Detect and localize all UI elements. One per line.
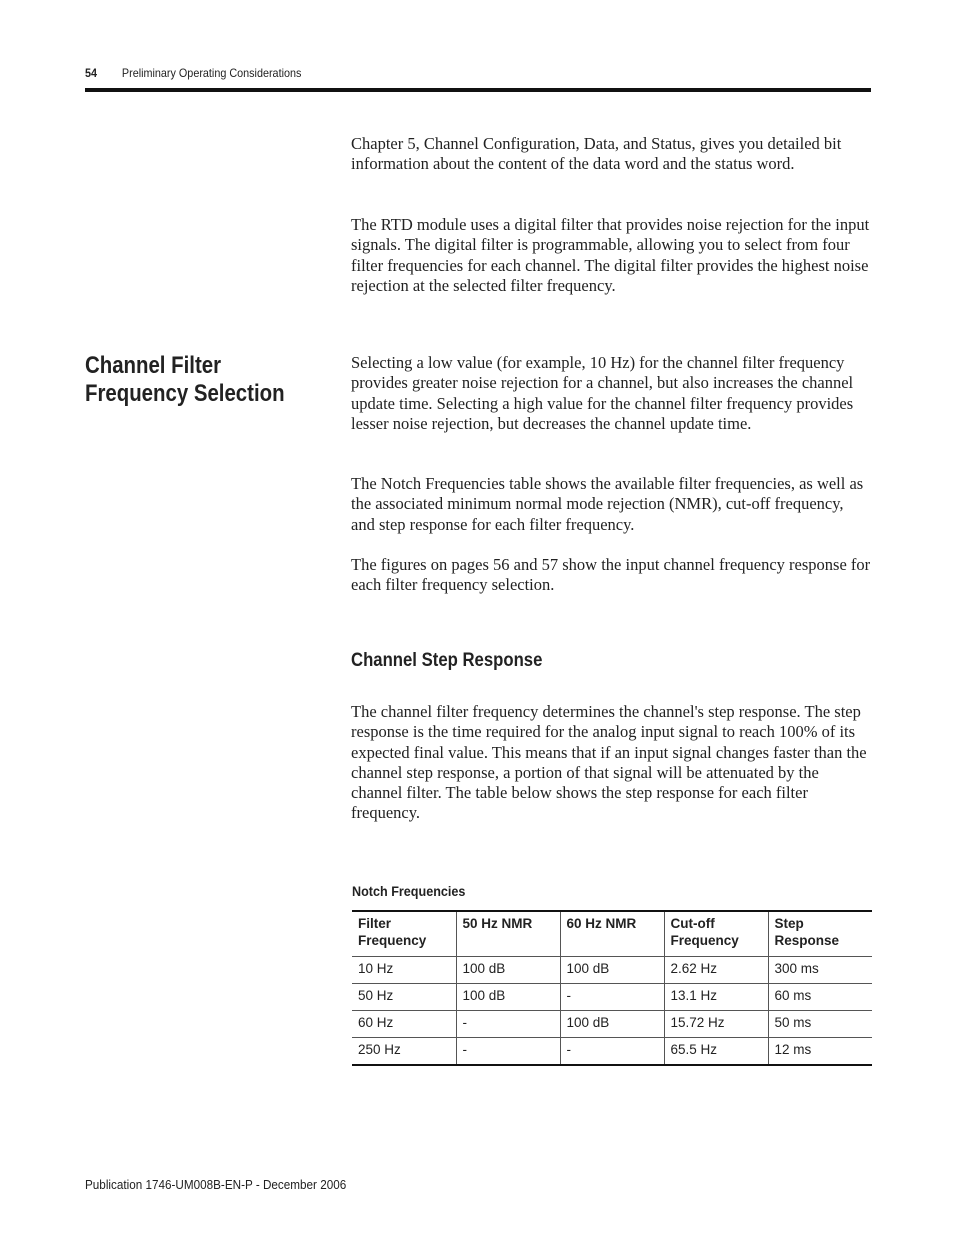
table-cell: - [560,984,664,1011]
section-heading: Channel Filter Frequency Selection [85,352,285,407]
table-header-row [352,911,872,957]
table-cell: - [456,1011,560,1038]
table-cell: 50 ms [768,1011,872,1038]
table-cell: 65.5 Hz [664,1038,768,1066]
table-cell: 15.72 Hz [664,1011,768,1038]
table-caption: Notch Frequencies [352,883,466,899]
table-cell: - [560,1038,664,1066]
column-header: 60 Hz NMR [560,911,664,957]
column-header: Cut-off Frequency [664,911,768,957]
table-row [352,1038,872,1066]
table-cell: 10 Hz [352,957,456,984]
intro-paragraph-2: The RTD module uses a digital filter that provides noise rejection for the input signals. The digital filter is programmable, allowing you to select from four filter frequencies for each channel. The digital filter provides the highest noise rejection at the selected filter frequency. [351,215,870,295]
column-header: Step Response [774,916,840,948]
notch-frequencies-table [352,910,872,1066]
table-row [352,1011,872,1038]
table-cell: 2.62 Hz [664,957,768,984]
section-paragraph-2: The Notch Frequencies table shows the available filter frequencies, as well as the associated minimum normal mode rejection (NMR), cut-off frequency, and step response for each filter frequency. [351,474,864,534]
table-cell: - [456,1038,560,1066]
section-paragraph-3: The figures on pages 56 and 57 show the input channel frequency response for each filter frequency selection. [351,555,871,595]
table-cell: 100 dB [560,1011,664,1038]
intro-paragraph-1: Chapter 5, Channel Configuration, Data, and Status, gives you detailed bit information about the content of the data word and the status word. [351,134,842,174]
page-number: 54 [85,66,98,80]
section-paragraph-1: Selecting a low value (for example, 10 Hz) for the channel filter frequency provides greater noise rejection for a channel, but also increases the channel update time. Selecting a high value for the channel filter frequency provides lesser noise rejection, but decreases the channel update time. [351,353,854,433]
column-header: Filter Frequency [352,911,456,957]
running-section-title: Preliminary Operating Considerations [121,66,302,80]
page-header [85,66,792,80]
table-cell: 50 Hz [352,984,456,1011]
table-cell: 100 dB [456,984,560,1011]
table-row [352,984,872,1011]
table-cell: 12 ms [768,1038,872,1066]
table-cell: 100 dB [560,957,664,984]
subsection-heading: Channel Step Response [351,650,543,671]
column-header: 50 Hz NMR [456,911,560,957]
table-cell: 250 Hz [352,1038,456,1066]
table-cell: 60 ms [768,984,872,1011]
subsection-paragraph-1: The channel filter frequency determines the channel's step response. The step response is the time required for the analog input signal to reach 100% of its expected final value. This means that if an input signal changes faster than the channel step response, a portion of that signal will be attenuated by the channel filter. The table below shows the step response for each filter frequency. [351,702,867,823]
publication-footer: Publication 1746-UM008B-EN-P - December 2006 [85,1177,347,1192]
table-cell: 100 dB [456,957,560,984]
table-cell: 60 Hz [352,1011,456,1038]
table-cell: 13.1 Hz [664,984,768,1011]
header-rule [85,88,871,92]
table-cell: 300 ms [768,957,872,984]
table-row [352,957,872,984]
